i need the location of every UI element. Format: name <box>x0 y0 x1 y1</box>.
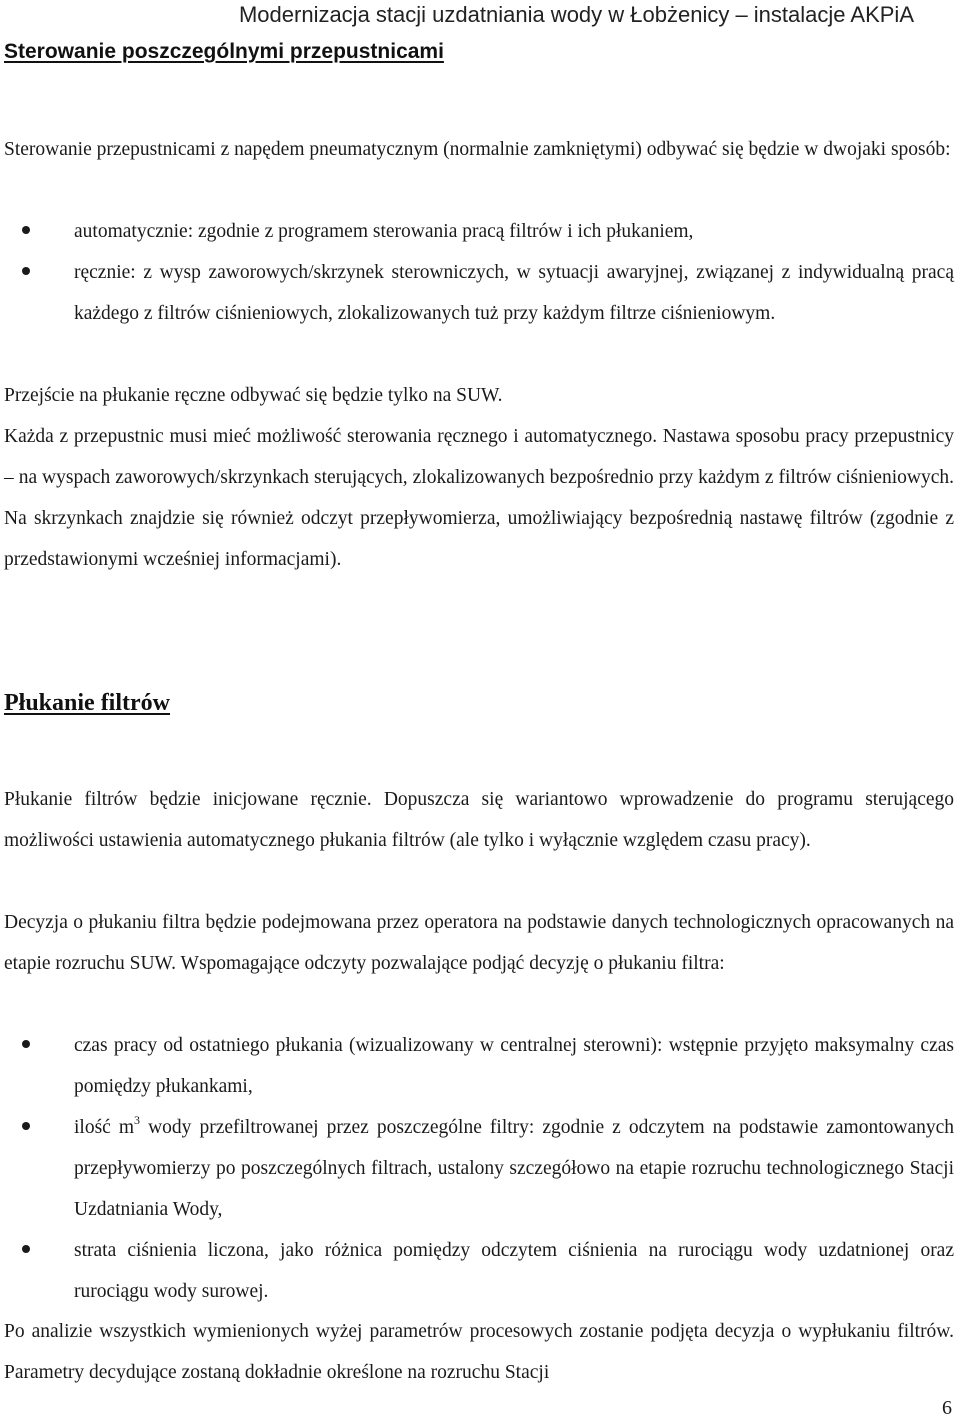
section-title-sterowanie: Sterowanie poszczególnymi przepustnicami <box>4 40 444 63</box>
list-item <box>0 252 954 334</box>
paragraph-intro: Sterowanie przepustnicami z napędem pneumatycznym (normalnie zamkniętymi) odbywać się będzie w dwojaki sposób: <box>4 139 951 160</box>
bullet-icon <box>22 226 30 234</box>
bullet-icon <box>22 1245 30 1253</box>
list-item <box>0 1230 954 1312</box>
list-item <box>0 1025 954 1107</box>
paragraph-rinse-start: Płukanie filtrów będzie inicjowane ręcznie. Dopuszcza się wariantowo wprowadzenie do programu sterującego możliwości ustawienia automatycznego płukania filtrów (ale tylko i wyłącznie względem czasu pracy). <box>4 789 954 851</box>
list-item-text: automatycznie: zgodnie z programem sterowania pracą filtrów i ich płukaniem, <box>74 221 694 242</box>
bullet-icon <box>22 267 30 275</box>
paragraph-analysis: Po analizie wszystkich wymienionych wyżej parametrów procesowych zostanie podjęta decyzja o wypłukaniu filtrów. Parametry decydujące zostaną dokładnie określone na rozruchu Stacji <box>4 1321 954 1383</box>
list-item-text: ręcznie: z wysp zaworowych/skrzynek sterowniczych, w sytuacji awaryjnej, związanej z indywidualną pracą każdego z filtrów ciśnieniowych, zlokalizowanych tuż przy każdym filtrze ciśnieniowym. <box>74 262 954 324</box>
bullet-icon <box>22 1122 30 1130</box>
paragraph-damper-control: Każda z przepustnic musi mieć możliwość sterowania ręcznego i automatycznego. Nastawa sposobu pracy przepustnicy – na wyspach zaworowych/skrzynkach sterujących, zlokalizowanych bezpośrednio przy każdym z filtrów ciśnieniowych. Na skrzynkach znajdzie się również odczyt przepływomierza, umożliwiający bezpośrednią nastawę filtrów (zgodnie z przedstawionymi wcześniej informacjami). <box>4 426 954 570</box>
page-number: 6 <box>942 1397 952 1419</box>
paragraph-rinse-decision: Decyzja o płukaniu filtra będzie podejmowana przez operatora na podstawie danych technologicznych opracowanych na etapie rozruchu SUW. Wspomagające odczyty pozwalające podjąć decyzję o płukaniu filtra: <box>4 912 954 974</box>
bullet-icon <box>22 1040 30 1048</box>
list-item-text-post: wody przefiltrowanej przez poszczególne filtry: zgodnie z odczytem na podstawie zamontowanych przepływomierzy po poszczególnych filtrach, ustalony szczegółowo na etapie rozruchu technologicznego Stacji Uzdatniania Wody, <box>74 1117 955 1220</box>
list-item-text: strata ciśnienia liczona, jako różnica pomiędzy odczytem ciśnienia na rurociągu wody uzdatnionej oraz rurociągu wody surowej. <box>74 1240 954 1302</box>
running-header: Modernizacja stacji uzdatniania wody w Łobżenicy – instalacje AKPiA <box>238 2 914 27</box>
bullet-list-modes <box>0 211 954 334</box>
paragraph-manual-rinse: Przejście na płukanie ręczne odbywać się będzie tylko na SUW. <box>4 385 503 406</box>
list-item <box>0 211 954 252</box>
superscript: 3 <box>134 1113 141 1127</box>
list-item-text-pre: ilość m <box>74 1117 135 1138</box>
list-item <box>0 1107 954 1230</box>
list-item-text: czas pracy od ostatniego płukania (wizualizowany w centralnej sterowni): wstępnie przyjęto maksymalny czas pomiędzy płukankami, <box>74 1035 954 1097</box>
bullet-list-readings <box>0 1025 954 1312</box>
section-title-plukanie: Płukanie filtrów <box>4 690 170 716</box>
